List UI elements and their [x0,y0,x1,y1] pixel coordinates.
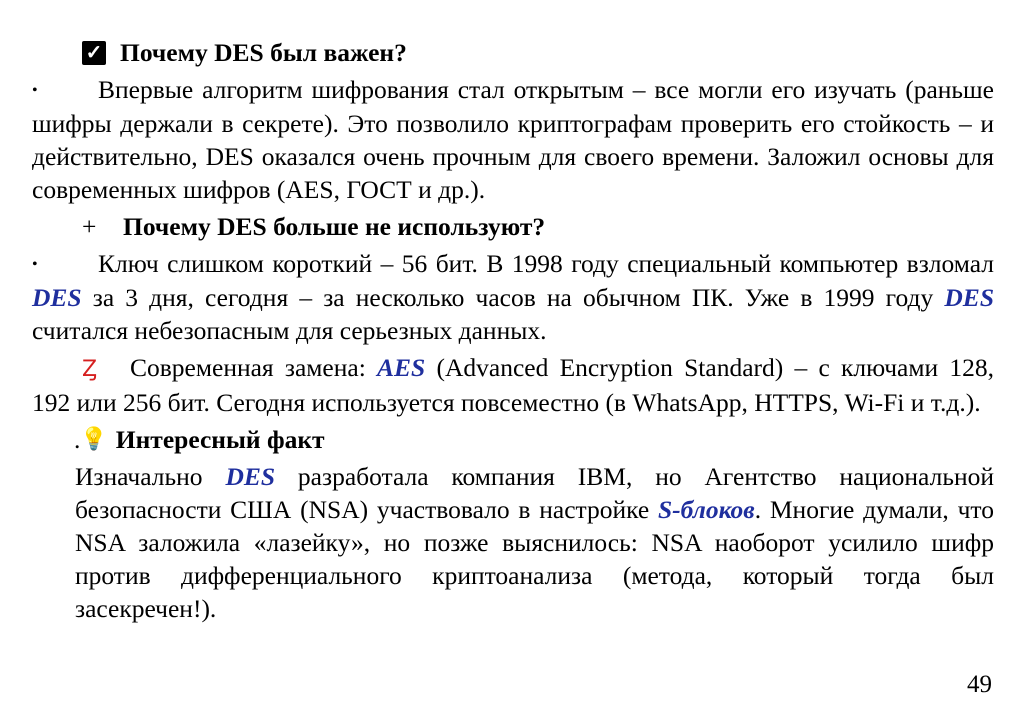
checkbox-checked-icon: ✓ [82,41,106,65]
paragraph-importance [32,73,994,206]
paragraph-text: за 3 дня, сегодня – за несколько часов на обычном ПК. Уже в 1999 году [81,283,945,312]
paragraph-text: Современная замена: [130,353,378,382]
des-highlight: DES [944,283,994,312]
section-heading-obsolete [32,210,994,243]
lightbulb-icon: 💡 [80,427,108,452]
bullet-marker: • [32,82,38,99]
paragraph-text: Ключ слишком короткий – 56 бит. В 1998 году специальный компьютер взломал [98,249,994,278]
paragraph-text: разработала компания IBM, но Агентство национальной безопасности США (NSA) участвовало в настройке [75,462,994,524]
heading-text: Интересный факт [115,425,325,454]
heading-text: Почему DES был важен? [120,38,407,67]
section-heading-importance [32,36,994,69]
red-z-marker-icon: Ȥ [82,357,98,382]
sbox-highlight: S-блоков [658,495,755,524]
heading-text: Почему DES больше не используют? [123,212,546,241]
paragraph-text: . Многие думали, что NSA заложила «лазейку», но позже выяснилось: NSA наоборот усилило шифр против дифференциального криптоанализа (метода, который тогда был засекречен!). [75,495,994,623]
section-heading-fact [32,423,994,456]
paragraph-text: Изначально [75,462,226,491]
paragraph-text: Впервые алгоритм шифрования стал открытым – все могли его изучать (раньше шифры держали в секрете). Это позволило криптографам проверить его стойкость – и действительно, DES оказался очень прочным для своего времени. Заложил основы для современных шифров (AES, ГОСТ и др.). [32,75,994,204]
des-highlight: DES [225,462,276,491]
page-number: 49 [967,671,992,698]
document-body [32,36,994,625]
plus-marker: + [82,212,97,241]
paragraph-obsolete [32,247,994,347]
des-highlight: DES [32,283,82,312]
paragraph-text: считался небезопасным для серьезных данных. [32,316,547,345]
paragraph-fact [32,460,994,625]
aes-highlight: AES [377,353,426,382]
paragraph-replacement [32,351,994,419]
paragraph-text: (Advanced Encryption Standard) – с ключами 128, 192 или 256 бит. Сегодня используется повсеместно (в WhatsApp, HTTPS, Wi-Fi и т.д.). [32,353,994,417]
bullet-marker: • [32,256,38,273]
dot-marker: . [74,425,81,454]
